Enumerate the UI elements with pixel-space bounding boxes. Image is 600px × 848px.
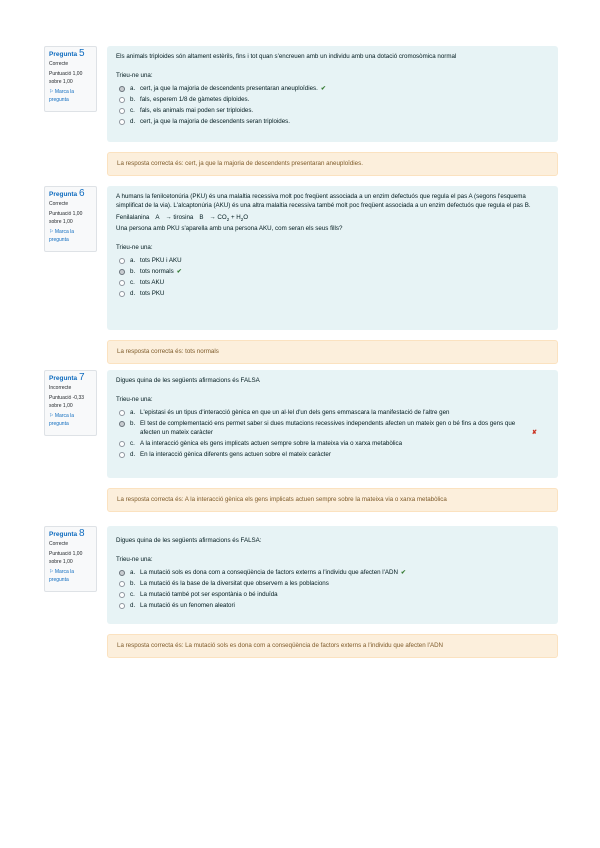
answer-prompt: Trieu-ne una: xyxy=(116,556,153,563)
question-grade: Puntuació -0,33 sobre 1,00 xyxy=(49,395,85,409)
question-number: Pregunta 6 xyxy=(49,188,85,199)
answer-option-a[interactable]: a. L'epistasi és un tipus d'interacció gènica en que un al·lel d'un dels gens emmascara la manifestació de l'altre gen xyxy=(119,408,549,417)
question-content xyxy=(107,186,558,364)
answer-option-c[interactable]: c. A la interacció gènica els gens implicats actuen sempre sobre la mateixa via o xarxa metabòlica xyxy=(119,439,549,448)
correct-check-icon: ✔ xyxy=(320,85,327,92)
radio-button[interactable] xyxy=(119,592,125,598)
flag-icon: ⚐ xyxy=(49,229,54,235)
radio-button[interactable] xyxy=(119,570,125,576)
answer-prompt: Trieu-ne una: xyxy=(116,72,153,79)
answer-option-c[interactable]: c. La mutació també pot ser espontània o bé induïda xyxy=(119,590,549,599)
answer-prompt: Trieu-ne una: xyxy=(116,244,153,252)
radio-button[interactable] xyxy=(119,119,125,125)
question-info xyxy=(44,186,97,252)
question-content xyxy=(107,46,558,176)
answer-option-d[interactable]: d. cert, ja que la majoria de descendents seran triploides. xyxy=(119,117,549,126)
question-content xyxy=(107,526,558,658)
correct-check-icon: ✔ xyxy=(176,268,182,276)
question-info xyxy=(44,46,97,112)
radio-button[interactable] xyxy=(119,421,125,427)
question-grade: Puntuació 1,00 sobre 1,00 xyxy=(49,71,83,85)
radio-button[interactable] xyxy=(119,258,125,264)
answer-option-d[interactable]: d. La mutació és un fenomen aleatori xyxy=(119,601,549,610)
answer-option-c[interactable]: c. tots AKU xyxy=(119,278,549,287)
question-state: Correcte xyxy=(49,60,69,67)
answer-option-d[interactable]: d. En la interacció gènica diferents gens actuen sobre el mateix caràcter xyxy=(119,450,549,459)
question-state: Correcte xyxy=(49,200,69,207)
question-info xyxy=(44,370,97,436)
correct-answer-feedback: La resposta correcta és: A la interacció gènica els gens implicats actuen sempre sobre la mateixa via o xarxa metabòlica xyxy=(107,488,558,512)
flag-icon: ⚐ xyxy=(49,413,54,419)
radio-button[interactable] xyxy=(119,97,125,103)
question-state: Incorrecte xyxy=(49,384,72,391)
radio-button[interactable] xyxy=(119,581,125,587)
radio-button[interactable] xyxy=(119,86,125,92)
question-number: Pregunta 8 xyxy=(49,528,85,539)
question-grade: Puntuació 1,00 sobre 1,00 xyxy=(49,551,83,565)
answer-option-b[interactable]: b. fals, esperem 1/8 de gàmetes diploides. xyxy=(119,95,549,104)
radio-button[interactable] xyxy=(119,108,125,114)
question-subtext: Una persona amb PKU s'aparella amb una persona AKU, com seran els seus fills? xyxy=(116,225,343,233)
question-number: Pregunta 7 xyxy=(49,372,85,383)
metabolic-pathway: Fenilalanina A → tirosina $B \to CO_2 + H_2O$ xyxy=(116,214,249,223)
flag-question-link[interactable]: ⚐ Marca la pregunta xyxy=(49,413,75,427)
answer-option-d[interactable]: d. tots PKU xyxy=(119,289,549,298)
answer-option-a[interactable]: a. cert, ja que la majoria de descendents presentaran aneuploïdies. ✔ xyxy=(119,84,549,93)
answer-option-b[interactable]: b. El test de complementació ens permet saber si dues mutacions recessives independents afecten un mateix gen o bé fins a dos gens que afecten un mateix caràcter ✘ xyxy=(119,419,549,437)
question-content xyxy=(107,370,558,512)
question-text: Digues quina de les següents afirmacions és FALSA: xyxy=(116,537,262,544)
answer-option-a[interactable]: a. tots PKU i AKU xyxy=(119,256,549,265)
correct-check-icon: ✔ xyxy=(400,569,407,576)
flag-question-link[interactable]: ⚐ Marca la pregunta xyxy=(49,569,75,583)
question-state: Correcte xyxy=(49,540,69,547)
answer-option-b[interactable]: b. tots normals ✔ xyxy=(119,267,549,276)
question-text: Digues quina de les següents afirmacions és FALSA xyxy=(116,377,260,384)
radio-button[interactable] xyxy=(119,452,125,458)
correct-answer-feedback: La resposta correcta és: La mutació sols es dona com a conseqüència de factors externs a l'individu que afecten l'ADN xyxy=(107,634,558,658)
flag-icon: ⚐ xyxy=(49,569,54,575)
radio-button[interactable] xyxy=(119,441,125,447)
flag-icon: ⚐ xyxy=(49,89,54,95)
question-formulation xyxy=(107,370,558,478)
radio-button[interactable] xyxy=(119,603,125,609)
radio-button[interactable] xyxy=(119,410,125,416)
correct-answer-feedback: La resposta correcta és: cert, ja que la majoria de descendents presentaran aneuploïdies. xyxy=(107,152,558,176)
question-formulation xyxy=(107,186,558,330)
answer-option-a[interactable]: a. La mutació sols es dona com a conseqüència de factors externs a l'individu que afecten l'ADN ✔ xyxy=(119,568,549,577)
answer-prompt: Trieu-ne una: xyxy=(116,396,153,403)
radio-button[interactable] xyxy=(119,269,125,275)
answer-option-c[interactable]: c. fals, els animals mai poden ser triploides. xyxy=(119,106,549,115)
incorrect-cross-icon: ✘ xyxy=(531,429,537,436)
question-formulation xyxy=(107,46,558,142)
correct-answer-feedback: La resposta correcta és: tots normals xyxy=(107,340,558,364)
flag-question-link[interactable]: ⚐ Marca la pregunta xyxy=(49,229,75,243)
question-info xyxy=(44,526,97,592)
question-formulation xyxy=(107,526,558,624)
question-text: Els animals triploides són altament estèrils, fins i tot quan s'encreuen amb un individu amb una dotació cromosòmica normal xyxy=(116,53,457,60)
radio-button[interactable] xyxy=(119,291,125,297)
question-grade: Puntuació 1,00 sobre 1,00 xyxy=(49,211,83,225)
question-number: Pregunta 5 xyxy=(49,48,85,59)
question-text: A humans la fenilcetonúria (PKU) és una malaltia recessiva molt poc freqüent associada a un enzim defectuós que regula el pas A (segons l'esquema simplificat de la via). L'alcaptonúria (AKU) és una altra malaltia recessiva també molt poc freqüent associada a un enzim defectuós que regula el pas B. xyxy=(116,193,531,209)
flag-question-link[interactable]: ⚐ Marca la pregunta xyxy=(49,89,75,103)
radio-button[interactable] xyxy=(119,280,125,286)
answer-option-b[interactable]: b. La mutació és la base de la diversitat que observem a les poblacions xyxy=(119,579,549,588)
